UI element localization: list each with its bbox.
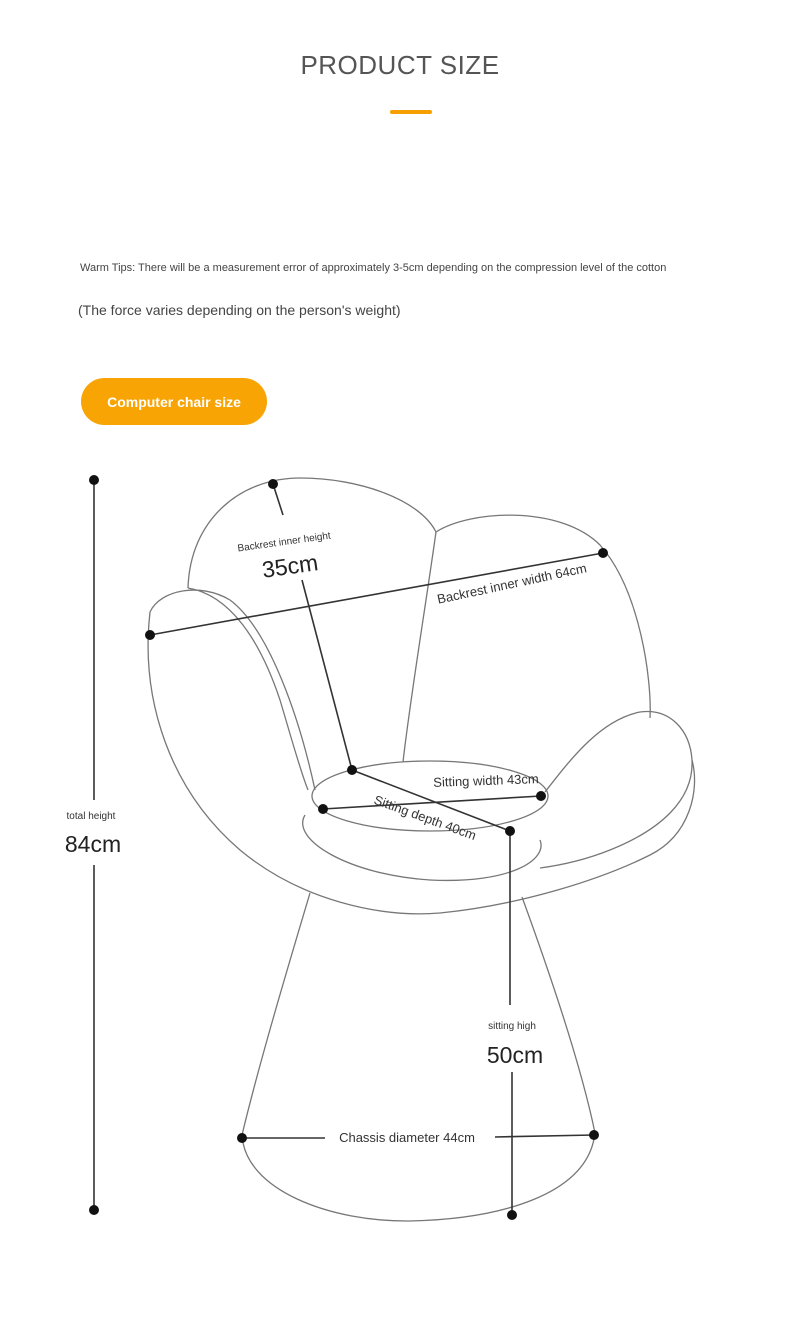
sitting-width-line: [323, 796, 541, 809]
sitting-width-right-point: [536, 791, 546, 801]
total-height-top-point: [89, 475, 99, 485]
backrest-width-right-point: [598, 548, 608, 558]
chair-size-badge: Computer chair size: [81, 378, 267, 425]
chair-base: [242, 1133, 595, 1221]
chassis-diameter-label: Chassis diameter 44cm: [339, 1130, 475, 1145]
chassis-left-point: [237, 1133, 247, 1143]
pedestal-right: [522, 897, 595, 1133]
sitting-width-left-point: [318, 804, 328, 814]
sitting-high-bottom-point: [507, 1210, 517, 1220]
backrest-width-left-point: [145, 630, 155, 640]
chassis-diameter-line-right: [495, 1135, 594, 1137]
backrest-height-label: Backrest inner height: [236, 530, 332, 555]
chair-outline: [148, 478, 694, 1221]
backrest-width-label: Backrest inner width 64cm: [435, 560, 589, 607]
sitting-depth-label: Sitting depth 40cm: [372, 792, 479, 843]
backrest-right-petal: [436, 515, 650, 718]
warm-tip-text: Warm Tips: There will be a measurement error of approximately 3-5cm depending on the compression level of the cotton: [80, 262, 667, 274]
chassis-right-point: [589, 1130, 599, 1140]
sitting-high-top-point: [505, 826, 515, 836]
backrest-height-line: [302, 580, 352, 770]
sitting-depth-back-point: [347, 765, 357, 775]
sitting-width-label: Sitting width 43cm: [433, 771, 539, 790]
backrest-seam: [403, 532, 436, 762]
backrest-height-top-point: [268, 479, 278, 489]
sitting-high-label: sitting high: [488, 1021, 536, 1032]
sitting-high-value: 50cm: [486, 1042, 544, 1068]
force-note-text: (The force varies depending on the person's weight): [78, 302, 401, 318]
chair-shell: [148, 612, 694, 914]
backrest-height-value: 35cm: [260, 549, 320, 583]
seat-front-roll: [303, 815, 541, 880]
pedestal-left: [242, 893, 310, 1135]
total-height-label: total height: [66, 811, 116, 822]
total-height-bottom-point: [89, 1205, 99, 1215]
right-armrest: [540, 712, 692, 868]
total-height-value: 84cm: [64, 831, 122, 857]
page-title: PRODUCT SIZE: [300, 50, 500, 80]
